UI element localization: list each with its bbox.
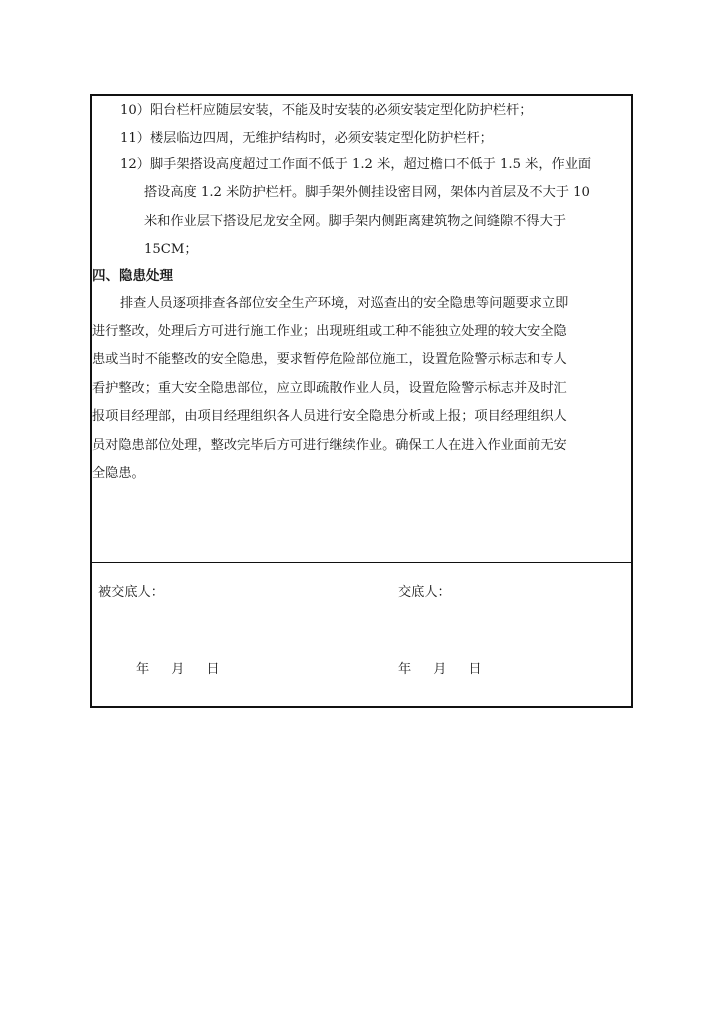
disclosure-form xyxy=(90,94,633,708)
item-12-line-1: 12）脚手架搭设高度超过工作面不低于 1.2 米，超过檐口不低于 1.5 米，作业面 xyxy=(120,157,592,172)
giver-date xyxy=(398,660,482,680)
item-11: 11）楼层临边四周，无维护结构时，必须安装定型化防护栏杆； xyxy=(120,131,493,146)
item-12-line-2: 搭设高度 1.2 米防护栏杆。脚手架外侧挂设密目网，架体内首层及不大于 10 xyxy=(144,185,590,200)
giver-label: 交底人： xyxy=(398,585,451,600)
receiver-label: 被交底人： xyxy=(98,585,164,600)
item-10: 10）阳台栏杆应随层安装，不能及时安装的必须安装定型化防护栏杆； xyxy=(120,103,533,118)
day-label: 日 xyxy=(206,662,220,677)
item-12-line-3: 米和作业层下搭设尼龙安全网。脚手架内侧距离建筑物之间缝隙不得大于 xyxy=(144,214,566,229)
section-4-paragraph-line: 全隐患。 xyxy=(92,466,145,481)
content-section xyxy=(92,96,631,563)
section-4-title: 四、隐患处理 xyxy=(92,268,173,284)
day-label: 日 xyxy=(468,662,482,677)
signature-section xyxy=(92,563,631,708)
month-label: 月 xyxy=(171,662,185,677)
section-4-paragraph-line: 员对隐患部位处理，整改完毕后方可进行继续作业。确保工人在进入作业面前无安 xyxy=(92,438,567,453)
receiver-date xyxy=(136,660,220,680)
section-4-paragraph-line: 看护整改；重大安全隐患部位，应立即疏散作业人员，设置危险警示标志并及时汇 xyxy=(92,381,567,396)
section-4-paragraph-line: 患或当时不能整改的安全隐患，要求暂停危险部位施工，设置危险警示标志和专人 xyxy=(92,352,567,367)
section-4-paragraph-line: 报项目经理部，由项目经理组织各人员进行安全隐患分析或上报；项目经理组织人 xyxy=(92,409,567,424)
section-4-paragraph-line: 进行整改，处理后方可进行施工作业；出现班组或工种不能独立处理的较大安全隐 xyxy=(92,324,567,339)
month-label: 月 xyxy=(433,662,447,677)
year-label: 年 xyxy=(398,662,412,677)
section-4-paragraph-line: 排查人员逐项排查各部位安全生产环境，对巡查出的安全隐患等问题要求立即 xyxy=(120,296,569,311)
item-12-line-4: 15CM； xyxy=(144,242,198,257)
year-label: 年 xyxy=(136,662,150,677)
